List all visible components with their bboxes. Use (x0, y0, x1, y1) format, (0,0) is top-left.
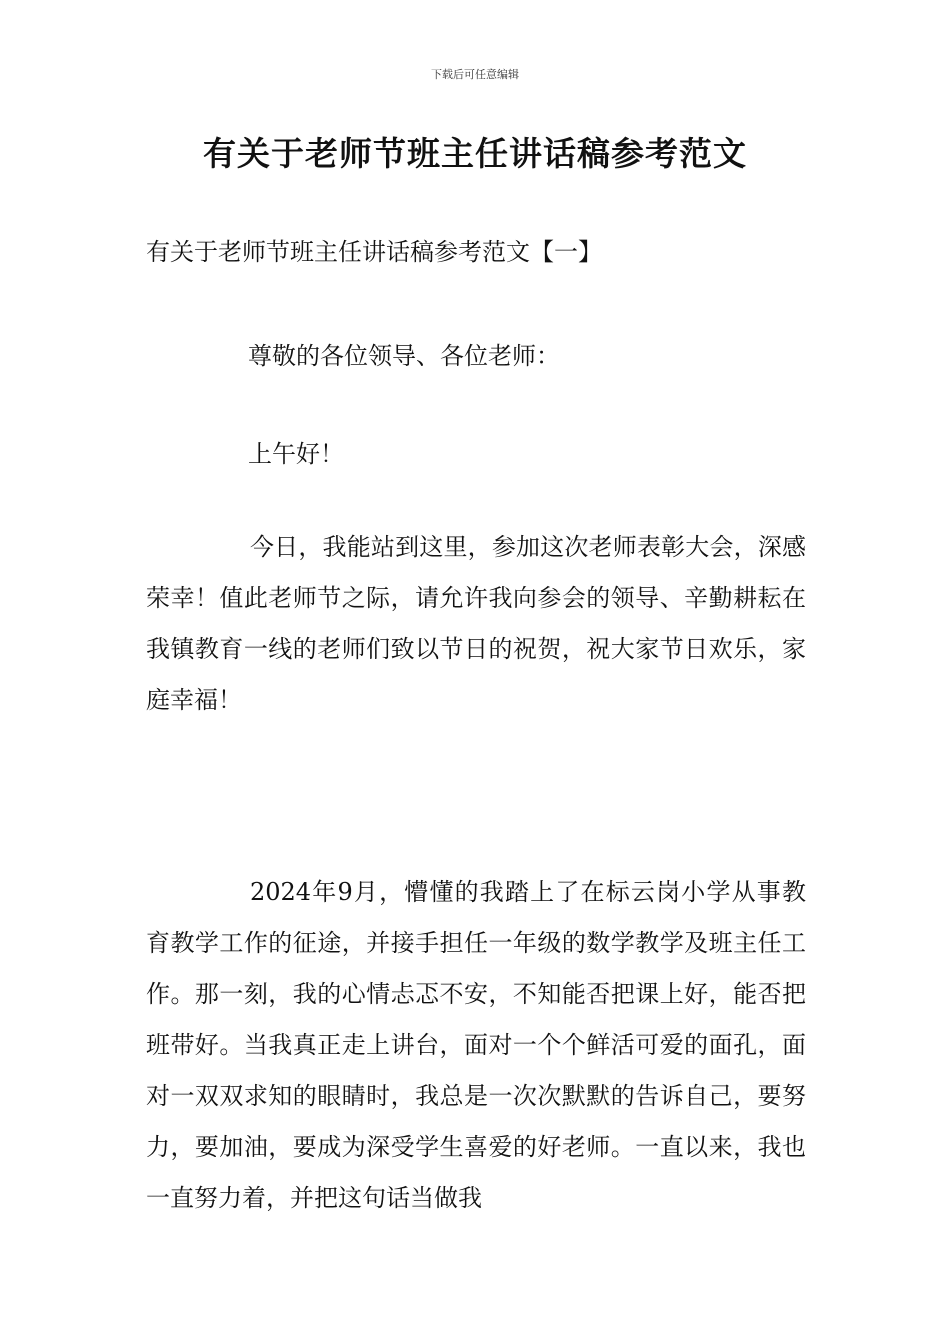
paragraph-1: 今日，我能站到这里，参加这次老师表彰大会，深感荣幸！值此老师节之际，请允许我向参会的领导、辛勤耕耘在我镇教育一线的老师们致以节日的祝贺，祝大家节日欢乐，家庭幸福！ (146, 533, 806, 714)
salutation: 尊敬的各位领导、各位老师： (248, 342, 560, 370)
paragraph-2: 2024年9月，懵懂的我踏上了在标云岗小学从事教育教学工作的征途，并接手担任一年级的数学教学及班主任工作。那一刻，我的心情忐忑不安，不知能否把课上好，能否把班带好。当我真正走上讲台，面对一个个鲜活可爱的面孔，面对一双双求知的眼睛时，我总是一次次默默的告诉自己，要努力，要加油，要成为深受学生喜爱的好老师。一直以来，我也一直努力着，并把这句话当做我 (146, 878, 806, 1212)
section-heading: 有关于老师节班主任讲话稿参考范文【一】 (146, 238, 602, 266)
header-note: 下载后可任意编辑 (431, 68, 519, 81)
document-title: 有关于老师节班主任讲话稿参考范文 (203, 134, 747, 173)
greeting: 上午好！ (248, 440, 344, 468)
